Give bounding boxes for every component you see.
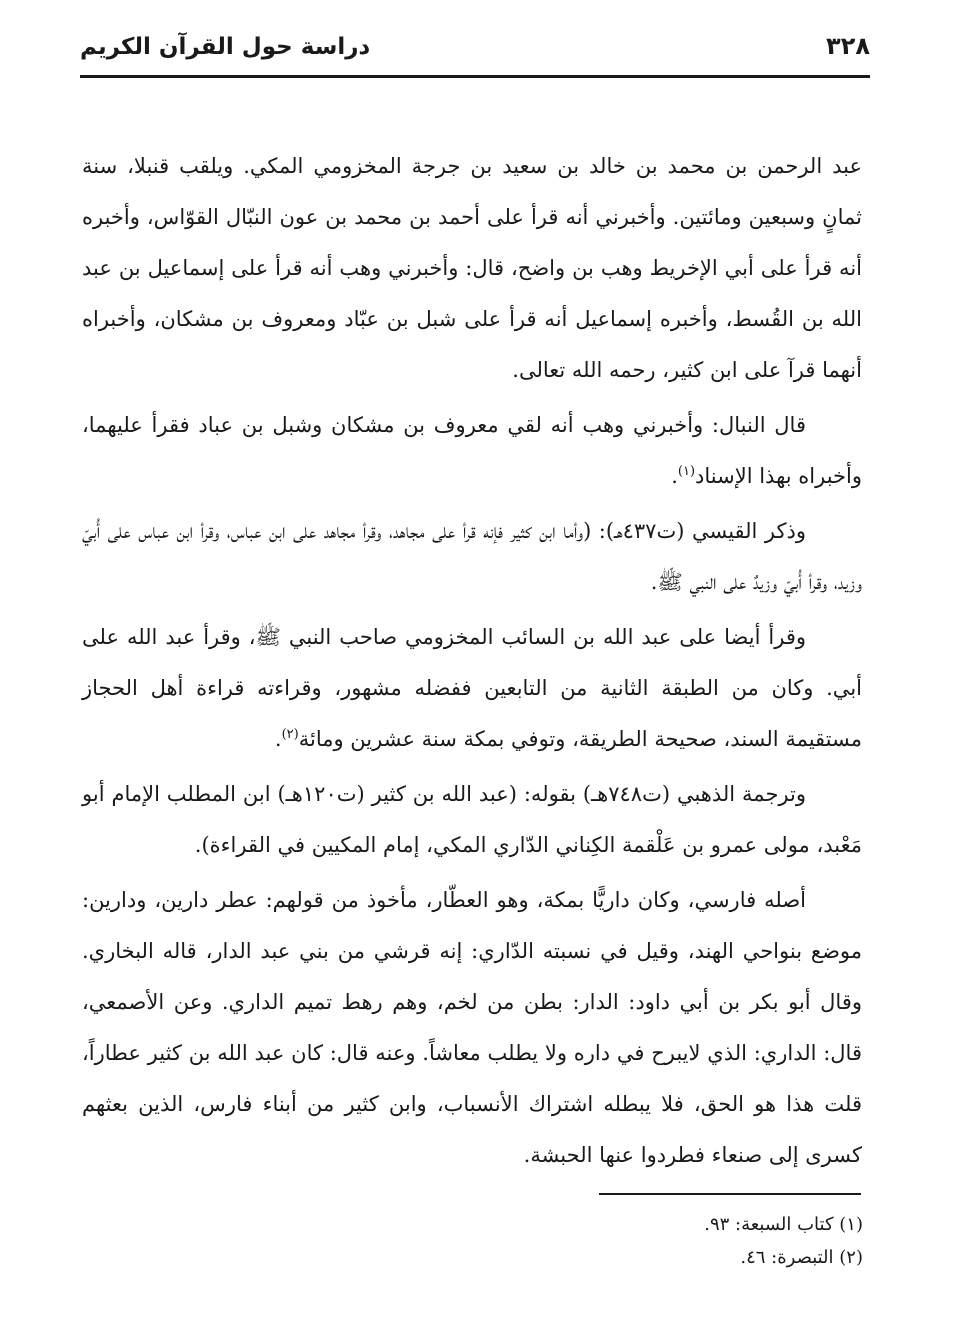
paragraph-2 (82, 400, 862, 502)
paragraph-1 (82, 141, 862, 396)
paragraph-6-text: أصله فارسي، وكان داريًّا بمكة، وهو العطّار، مأخوذ من قولهم: عطر دارين، ودارين: موضع بنواحي الهند، وقيل في نسبته الدّاري: إنه قرشي من بني عبد الدار، قاله البخاري. وقال أبو بكر بن أبي داود: الدار: بطن من لخم، وهم رهط تميم الداري. وعن الأصمعي، قال: الداري: الذي لايبرح في داره ولا يطلب معاشاً. وعنه قال: كان عبد الله بن كثير عطاراً، قلت هذا هو الحق، فلا يبطله اشتراك الأنسباب، وابن كثير من أبناء فارس، الذين بعثهم كسرى إلى صنعاء فطردوا عنها الحبشة. (82, 888, 862, 1167)
paragraph-6 (82, 875, 862, 1181)
paragraph-5 (82, 769, 862, 871)
footnote-2: (٢) التبصرة: ٤٦. (740, 1247, 863, 1268)
footnotes (263, 1208, 863, 1274)
footnote-1: (١) كتاب السبعة: ٩٣. (704, 1214, 863, 1235)
paragraph-4 (82, 612, 862, 765)
paragraph-2-text: قال النبال: وأخبرني وهب أنه لقي معروف بن مشكان وشبل بن عباد فقرأ عليهما، وأخبراه بهذا الإسناد (82, 413, 862, 488)
main-text (82, 141, 862, 1185)
paragraph-4-tail: . (274, 727, 282, 751)
page-number: ٣٢٨ (826, 32, 870, 60)
running-title: دراسة حول القرآن الكريم (80, 34, 371, 60)
header-divider (80, 75, 870, 78)
footnote-marker-1[interactable]: (١) (677, 464, 696, 479)
paragraph-5-text: وترجمة الذهبي (ت٧٤٨هـ) بقوله: (عبد الله بن كثير (ت١٢٠هـ) ابن المطلب الإمام أبو مَعْبد، مولى عمرو بن عَلْقمة الكِناني الدّاري المكي، إمام المكيين في القراءة). (82, 782, 862, 857)
page-header (80, 28, 870, 72)
paragraph-2-tail: . (671, 464, 678, 488)
paragraph-3 (82, 506, 862, 608)
paragraph-4-text: وقرأ أيضا على عبد الله بن السائب المخزومي صاحب النبي ﷺ، وقرأ عبد الله على أبي. وكان من الطبقة الثانية من التابعين ففضله مشهور، وقراءته قراءة أهل الحجاز مستقيمة السند، صحيحة الطريقة، وتوفي بمكة سنة عشرين ومائة (82, 625, 862, 751)
paragraph-3-text: وذكر القيسي (ت٤٣٧هـ): (وأما ابن كثير فإنه قرأ على مجاهد، وقرأ مجاهد على ابن عباس، وقرأ ابن عباس على أُبيّ وزيد، وقرأ أُبيّ وزيدٌ على النبي ﷺ. (82, 519, 862, 594)
paragraph-1-text: عبد الرحمن بن محمد بن خالد بن سعيد بن جرجة المخزومي المكي. ويلقب قنبلا، سنة ثمانٍ وسبعين ومائتين. وأخبرني أنه قرأ على أحمد بن محمد بن عون النبّال القوّاس، وأخبره أنه قرأ على أبي الإخريط وهب بن واضح، قال: وأخبرني وهب أنه قرأ على إسماعيل بن عبد الله بن القُسط، وأخبره إسماعيل أنه قرأ على شبل بن عبّاد ومعروف بن مشكان، وأخبراه أنهما قرآ على ابن كثير، رحمه الله تعالى. (82, 154, 862, 382)
footnote-divider (599, 1193, 861, 1195)
footnote-marker-2[interactable]: (٢) (281, 727, 299, 742)
